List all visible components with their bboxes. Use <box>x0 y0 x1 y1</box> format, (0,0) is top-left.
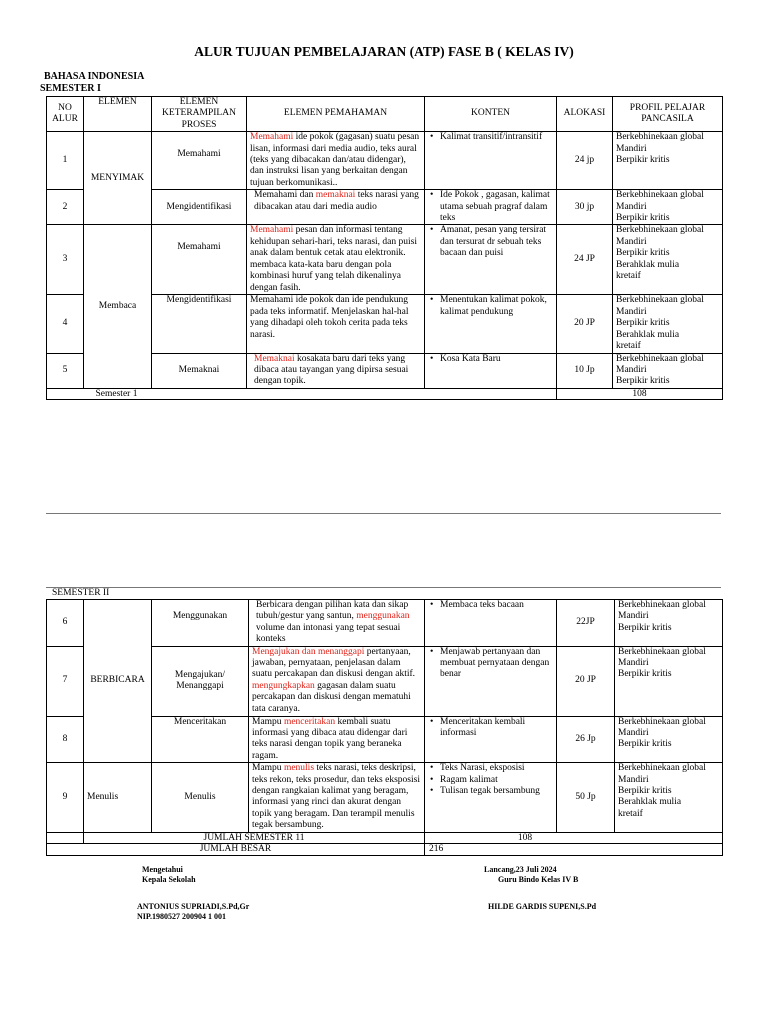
row-number: 2 <box>47 190 84 225</box>
elemen-cell: MENYIMAK <box>84 132 152 225</box>
konten-cell <box>425 295 557 353</box>
profil-item: Berpikir kritis <box>616 318 670 329</box>
signature-right-name: HILDE GARDIS SUPENI,S.Pd <box>488 902 597 911</box>
konten-list <box>428 354 553 365</box>
profil-item: Berkebhinekaan global <box>616 295 704 306</box>
profil-cell <box>615 646 723 716</box>
profil-item: Berkebhinekaan global <box>618 716 706 727</box>
table-row <box>47 600 723 647</box>
profil-item: Mandiri <box>616 143 647 154</box>
profil-item: Berpikir kritis <box>618 622 672 633</box>
document-title: ALUR TUJUAN PEMBELAJARAN (ATP) FASE B ( KELAS IV) <box>194 44 574 59</box>
profil-item: Berkebhinekaan global <box>616 190 704 201</box>
profil-item: Mandiri <box>616 236 647 247</box>
profil-cell <box>615 600 723 647</box>
header-profil: PROFIL PELAJAR PANCASILA <box>613 97 723 132</box>
atp-table-semester-2 <box>46 599 723 856</box>
header-pemahaman: ELEMEN PEMAHAMAN <box>247 97 425 132</box>
header-alokasi: ALOKASI <box>557 97 613 132</box>
profil-item: Berkebhinekaan global <box>618 646 706 657</box>
konten-item: • Ragam kalimat <box>428 775 553 786</box>
konten-item: • Tulisan tegak bersambung <box>428 786 553 797</box>
proses-cell: Memaknai <box>152 353 247 388</box>
konten-item: • Menjawab pertanyaan dan membuat pernyataan dengan benar <box>428 647 553 681</box>
proses-cell: Mengidentifikasi <box>152 295 247 353</box>
semester-1-total-label: Semester 1 <box>84 388 557 399</box>
konten-item: • Amanat, pesan yang tersirat dan tersurat dr sebuah teks bacaan dan puisi <box>428 225 553 259</box>
pemahaman-cell: Memahami ide pokok (gagasan) suatu pesan lisan, informasi dari media audio, teks aural (teks yang dibacakan dan/atau didengar), dan instruksi lisan yang berkaitan dengan tujuan berkomunikasi.. <box>247 132 425 190</box>
proses-cell: Menggunakan <box>152 600 249 647</box>
row-number: 8 <box>47 716 84 763</box>
highlighted-verb: menceritakan <box>283 716 336 727</box>
row-number: 6 <box>47 600 84 647</box>
pemahaman-cell: Mampu menulis teks narasi, teks deskripsi, teks rekon, teks prosedur, dan teks eksposisi dengan rangkaian kalimat yang beragam, informasi yang rinci dan akurat dengan topik yang beragam. Dan terampil menulis tegak bersambung. <box>249 763 425 832</box>
profil-cell <box>613 190 723 225</box>
konten-cell <box>425 190 557 225</box>
profil-item: Berpikir kritis <box>616 376 670 387</box>
profil-item: Berpikir kritis <box>618 669 672 680</box>
header-elemen: ELEMEN <box>84 97 152 132</box>
profil-item: Berkebhinekaan global <box>618 763 706 774</box>
signature-left-name: ANTONIUS SUPRIADI,S.Pd,Gr NIP.1980527 200904 1 001 <box>137 902 250 921</box>
konten-item: • Kalimat transitif/intransitif <box>428 132 553 143</box>
profil-item: Berpikir kritis <box>618 739 672 750</box>
table-row <box>47 225 723 295</box>
alokasi-cell: 26 Jp <box>557 716 615 763</box>
proses-cell: Menulis <box>152 763 249 832</box>
row-number: 5 <box>47 353 84 388</box>
highlighted-verb: menulis <box>283 763 315 774</box>
semester-1-label: SEMESTER I <box>40 83 101 94</box>
table-header-row <box>47 97 723 132</box>
konten-list <box>428 763 553 797</box>
alokasi-cell: 30 jp <box>557 190 613 225</box>
profil-item: Berkebhinekaan global <box>618 600 706 610</box>
proses-cell: Memahami <box>152 132 247 190</box>
profil-item: Mandiri <box>616 306 647 317</box>
alokasi-cell: 24 JP <box>557 225 613 295</box>
profil-item: Berahklak mulia <box>618 797 682 808</box>
alokasi-cell: 20 JP <box>557 646 615 716</box>
page-divider <box>46 513 721 514</box>
profil-cell <box>613 353 723 388</box>
konten-cell <box>425 600 557 647</box>
pemahaman-cell: Memahami dan memaknai teks narasi yang dibacakan atau dari media audio <box>247 190 425 225</box>
konten-cell <box>425 646 557 716</box>
highlighted-verb: menggunakan <box>356 611 410 622</box>
profil-item: Berkebhinekaan global <box>616 225 704 236</box>
row-number: 3 <box>47 225 84 295</box>
profil-item: Berkebhinekaan global <box>616 353 704 364</box>
konten-item: • Membaca teks bacaan <box>428 600 553 611</box>
alokasi-cell: 22JP <box>557 600 615 647</box>
konten-list <box>428 717 553 740</box>
highlighted-verb: memaknai <box>315 190 356 201</box>
profil-item: Berpikir kritis <box>616 248 670 259</box>
konten-cell <box>425 716 557 763</box>
semester-2-total-row <box>47 832 723 843</box>
pemahaman-cell: Mampu menceritakan kembali suatu informasi yang dibaca atau didengar dari teks narasi dengan topik yang beraneka ragam. <box>249 716 425 763</box>
grand-total-row <box>47 843 723 855</box>
profil-item: Mandiri <box>616 201 647 212</box>
profil-item: kretaif <box>616 341 641 352</box>
konten-cell <box>425 763 557 832</box>
pemahaman-cell: Memahami pesan dan informasi tentang kehidupan sehari-hari, teks narasi, dan puisi anak dalam bentuk cetak atau elektronik. membaca kata-kata baru dengan pola kombinasi huruf yang telah dikenalinya dengan fasih. <box>247 225 425 295</box>
proses-cell: Mengajukan/ Menanggapi <box>152 646 249 716</box>
semester-2-label: SEMESTER II <box>52 588 110 598</box>
konten-list <box>428 295 553 318</box>
konten-item: • Menceritakan kembali informasi <box>428 717 553 740</box>
alokasi-cell: 10 Jp <box>557 353 613 388</box>
konten-list <box>428 190 553 224</box>
profil-item: Berahklak mulia <box>616 329 680 340</box>
proses-cell: Menceritakan <box>152 716 249 763</box>
proses-cell: Memahami <box>152 225 247 295</box>
profil-item: Berpikir kritis <box>616 213 670 224</box>
konten-item: • Kosa Kata Baru <box>428 354 553 365</box>
row-number: 1 <box>47 132 84 190</box>
konten-item: • Menentukan kalimat pokok, kalimat pendukung <box>428 295 553 318</box>
semester-2-total-label: JUMLAH SEMESTER 11 <box>84 832 425 843</box>
profil-cell <box>615 716 723 763</box>
konten-cell <box>425 353 557 388</box>
page-divider <box>46 587 721 588</box>
table-row <box>47 132 723 190</box>
konten-list <box>428 132 553 143</box>
konten-cell <box>425 225 557 295</box>
row-number: 4 <box>47 295 84 353</box>
profil-item: Berpikir kritis <box>618 786 672 797</box>
profil-item: Mandiri <box>618 658 649 669</box>
pemahaman-cell: Berbicara dengan pilihan kata dan sikap tubuh/gestur yang santun, menggunakan volume dan intonasi yang tepat sesuai konteks <box>249 600 425 647</box>
header-no: NO ALUR <box>47 97 84 132</box>
highlighted-verb: Memahami <box>250 132 294 143</box>
signature-right: Lancang,23 Juli 2024 Guru Bindo Kelas IV B <box>484 865 579 884</box>
profil-item: Mandiri <box>618 611 649 622</box>
profil-cell <box>613 225 723 295</box>
profil-item: Berahklak mulia <box>616 259 680 270</box>
highlighted-verb: Memaknai <box>254 353 295 364</box>
row-number: 9 <box>47 763 84 832</box>
profil-item: kretaif <box>618 808 643 819</box>
alokasi-cell: 24 jp <box>557 132 613 190</box>
highlighted-verb: mengungkapkan <box>252 680 315 691</box>
subject-label: BAHASA INDONESIA <box>44 71 145 82</box>
proses-cell: Mengidentifikasi <box>152 190 247 225</box>
konten-cell <box>425 132 557 190</box>
row-number: 7 <box>47 646 84 716</box>
semester-1-total-row <box>47 388 723 399</box>
signature-left: Mengetahui Kepala Sekolah <box>142 865 196 884</box>
semester-1-total-value: 108 <box>557 388 723 399</box>
alokasi-cell: 20 JP <box>557 295 613 353</box>
konten-list <box>428 647 553 681</box>
highlighted-verb: Mengajukan dan menanggapi <box>252 646 365 657</box>
semester-2-total-value: 108 <box>425 832 723 843</box>
header-keterampilan: ELEMEN KETERAMPILAN PROSES <box>152 97 247 132</box>
profil-cell <box>613 132 723 190</box>
profil-item: Berpikir kritis <box>616 155 670 166</box>
alokasi-cell: 50 Jp <box>557 763 615 832</box>
elemen-cell: Membaca <box>84 225 152 388</box>
konten-list <box>428 600 553 611</box>
profil-item: Mandiri <box>618 728 649 739</box>
header-konten: KONTEN <box>425 97 557 132</box>
konten-item: • Teks Narasi, eksposisi <box>428 763 553 774</box>
elemen-cell: Menulis <box>84 763 152 832</box>
profil-item: kretaif <box>616 271 641 282</box>
konten-item: • Ide Pokok , gagasan, kalimat utama sebuah pragraf dalam teks <box>428 190 553 224</box>
elemen-cell: BERBICARA <box>84 600 152 763</box>
profil-cell <box>615 763 723 832</box>
profil-item: Berkebhinekaan global <box>616 132 704 143</box>
profil-item: Mandiri <box>618 774 649 785</box>
profil-item: Mandiri <box>616 364 647 375</box>
pemahaman-cell: Mengajukan dan menanggapi pertanyaan, jawaban, pernyataan, penjelasan dalam suatu percakapan dan diskusi dengan aktif. mengungkapkan gagasan dalam suatu percakapan dan diskusi dengan mematuhi tata caranya. <box>249 646 425 716</box>
pemahaman-cell: Memahami ide pokok dan ide pendukung pada teks informatif. Menjelaskan hal-hal yang dihadapi oleh tokoh cerita pada teks narasi. <box>247 295 425 353</box>
grand-total-value: 216 <box>425 843 723 855</box>
profil-cell <box>613 295 723 353</box>
konten-list <box>428 225 553 259</box>
highlighted-verb: Memahami <box>250 225 294 236</box>
table-row <box>47 763 723 832</box>
atp-table-semester-1 <box>46 96 723 400</box>
pemahaman-cell: Memaknai kosakata baru dari teks yang dibaca atau tayangan yang dipirsa sesuai dengan topik. <box>247 353 425 388</box>
grand-total-label: JUMLAH BESAR <box>47 843 425 855</box>
